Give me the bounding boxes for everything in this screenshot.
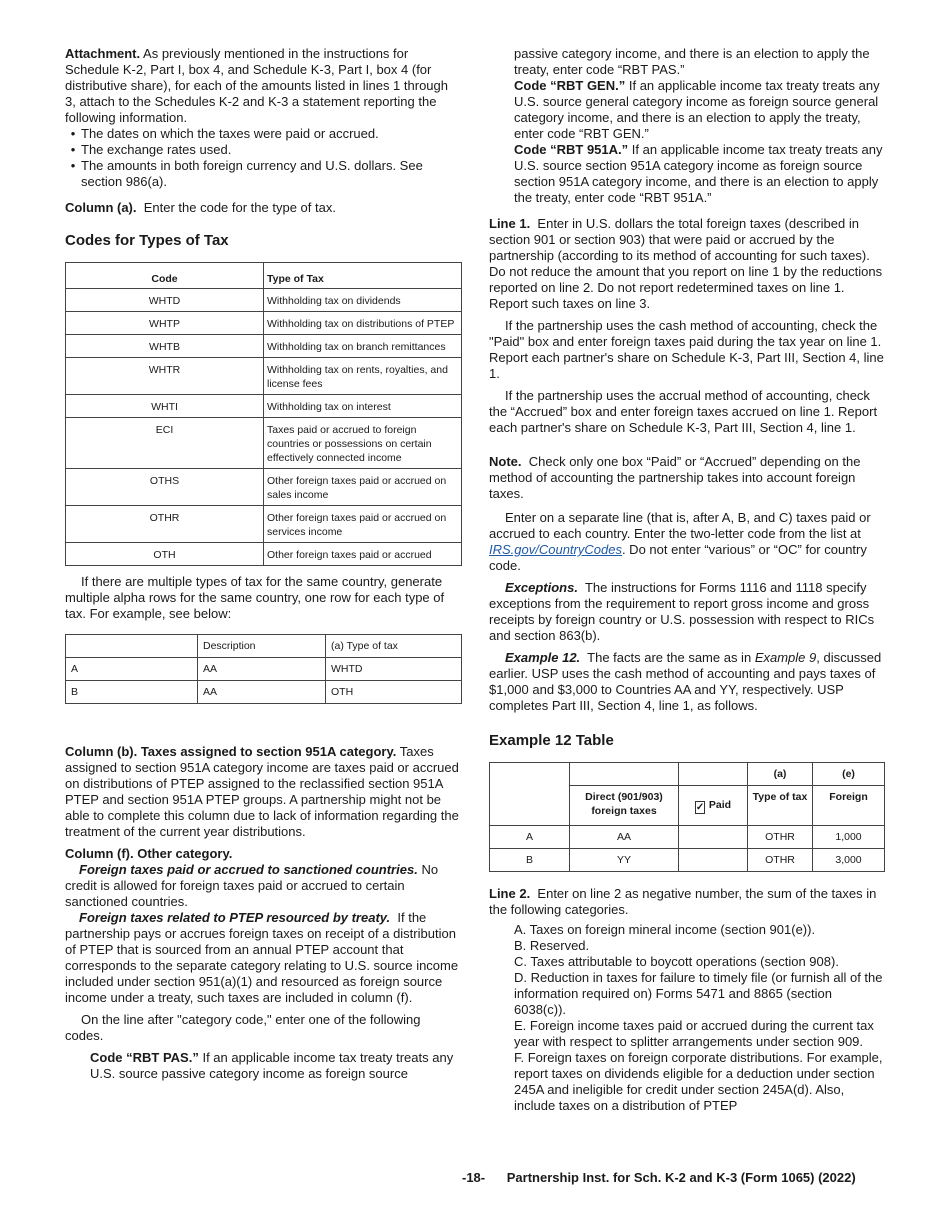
table-row <box>66 312 462 335</box>
type-cell: Withholding tax on branch remittances <box>264 335 462 358</box>
example-12-paragraph <box>489 650 886 714</box>
example-table-heading: Example 12 Table <box>489 732 614 749</box>
column-b-body: Taxes assigned to section 951A category income are taxes paid or accrued on distributions of PTEP assigned to the reclassified section 951A PTEP and section 951A PTEP groups. A partnership might not be able to complete this column due to lack of information regarding the treatment of the current year distributions. <box>65 744 459 839</box>
top-header-cell <box>490 763 570 786</box>
codes-heading: Codes for Types of Tax <box>65 232 229 249</box>
sanctioned-paragraph <box>65 862 462 910</box>
table-row <box>66 289 462 312</box>
separate-line-paragraph <box>489 510 886 574</box>
code-cell: WHTP <box>66 312 264 335</box>
cash-method-paragraph: If the partnership uses the cash method of accounting, check the "Paid" box and enter foreign taxes paid during the tax year on line 1. Report each partner's share on Schedule K-3, Part III, Section 4, line 1. <box>489 318 884 381</box>
bullet-item: • The exchange rates used. <box>65 142 462 158</box>
example-12-body-a: The facts are the same as in <box>587 650 752 665</box>
line-2-body: Enter on line 2 as negative number, the sum of the taxes in the following categories. <box>489 886 877 917</box>
rbt-951a-heading: Code “RBT 951A.” <box>514 142 629 157</box>
list-item: A. Taxes on foreign mineral income (section 901(e)). <box>514 922 816 937</box>
description-cell: AA <box>198 658 326 681</box>
rbt-gen-heading: Code “RBT GEN.” <box>514 78 626 93</box>
table-row <box>490 849 885 872</box>
accrual-method-paragraph: If the partnership uses the accrual method of accounting, check the “Accrued” box and enter foreign taxes accrued on line 1. Report each partner's share on Schedule K-3, Part III, Section 4, line 1. <box>489 388 878 435</box>
ptep-body: If the partnership pays or accrues foreign taxes on receipt of a distribution of PTEP that is sourced from an annual PTEP account that corresponds to the separate category relating to U.S. source income included under section 951(a)(1) and resourced as foreign source income under a treaty, such taxes are included in column (f). <box>65 910 459 1005</box>
category-line-paragraph: On the line after "category code," enter one of the following codes. <box>65 1012 421 1043</box>
note-heading: Note. <box>489 454 522 469</box>
table-header-row <box>66 635 462 658</box>
table-row <box>66 358 462 395</box>
rbt-pas-heading: Code “RBT PAS.” <box>90 1050 199 1065</box>
sanctioned-body: No credit is allowed for foreign taxes paid or accrued to certain sanctioned countries. <box>65 862 439 909</box>
codes-table <box>65 262 462 566</box>
separate-line-text-b: . Do not enter “various” or “OC” for country code. <box>489 542 867 573</box>
table-row <box>66 506 462 543</box>
header-description: Description <box>198 635 326 658</box>
table-header-row <box>66 263 462 289</box>
table-row <box>66 469 462 506</box>
top-header-cell: (a) <box>748 763 813 786</box>
top-header-cell: (e) <box>813 763 885 786</box>
line-1-paragraph <box>489 216 886 312</box>
code-cell: WHTR <box>66 358 264 395</box>
table-row <box>66 658 462 681</box>
page-number: -18- <box>462 1170 486 1185</box>
header-type-of-tax: Type of tax <box>748 786 813 826</box>
list-item: C. Taxes attributable to boycott operations (section 908). <box>514 954 839 969</box>
line-1-body: Enter in U.S. dollars the total foreign taxes (described in section 901 or section 903) that were paid or accrued by the partnership (according to its method of accounting for such taxes). Do not reduce the amount that you report on line 1 by the reductions reported on line 2. Do not report redetermined taxes on line 1. Report such taxes on line 3. <box>489 216 883 311</box>
rbt-pas-continuation: passive category income, and there is an election to apply the treaty, enter code “RBT PAS.” <box>514 46 870 77</box>
note-paragraph <box>489 454 886 502</box>
code-cell: WHTB <box>66 335 264 358</box>
type-cell: Withholding tax on dividends <box>264 289 462 312</box>
code-cell: ECI <box>66 418 264 469</box>
paid-cell <box>679 849 748 872</box>
header-type-of-tax: Type of Tax <box>264 263 462 289</box>
separate-line-text-a: Enter on a separate line (that is, after A, B, and C) taxes paid or accrued to each country. Enter the two-letter code from the list at <box>489 510 871 541</box>
type-cell: OTH <box>326 681 462 704</box>
line-2-heading: Line 2. <box>489 886 531 901</box>
type-cell: Withholding tax on distributions of PTEP <box>264 312 462 335</box>
column-a-paragraph <box>65 200 462 216</box>
sanctioned-heading: Foreign taxes paid or accrued to sanctioned countries. <box>79 862 418 877</box>
top-header-cell <box>570 763 679 786</box>
type-cell: Other foreign taxes paid or accrued <box>264 543 462 566</box>
multiple-types-paragraph: If there are multiple types of tax for the same country, generate multiple alpha rows for the same country, one row for each type of tax. For example, see below: <box>65 574 445 621</box>
type-cell: Taxes paid or accrued to foreign countries or possessions on certain effectively connected income <box>264 418 462 469</box>
column-f-heading <box>65 846 462 862</box>
code-cell: OTHS <box>66 469 264 506</box>
column-b-heading: Column (b). Taxes assigned to section 951A category. <box>65 744 397 759</box>
table-header-row <box>490 786 885 826</box>
code-cell: WHTD <box>66 289 264 312</box>
column-b-paragraph <box>65 744 462 840</box>
header-type-of-tax: (a) Type of tax <box>326 635 462 658</box>
country-cell: YY <box>570 849 679 872</box>
example-12-heading: Example 12. <box>505 650 581 665</box>
code-cell: WHTI <box>66 395 264 418</box>
country-cell: AA <box>570 826 679 849</box>
table-row <box>66 335 462 358</box>
row-label: B <box>66 681 198 704</box>
foreign-amount-cell: 1,000 <box>813 826 885 849</box>
ptep-heading: Foreign taxes related to PTEP resourced by treaty. <box>79 910 391 925</box>
rbt-951a-paragraph <box>514 142 886 206</box>
table-row <box>66 681 462 704</box>
type-cell: Other foreign taxes paid or accrued on services income <box>264 506 462 543</box>
example-9-reference: Example 9 <box>754 650 817 665</box>
list-item: B. Reserved. <box>514 938 590 953</box>
attachment-body: As previously mentioned in the instructions for Schedule K-2, Part I, box 4, and Schedule K-3, Part I, box 4 (for distributive share), for each of the amounts listed in lines 1 through 3, attach to the Schedules K-2 and K-3 a statement reporting the following information. <box>65 46 448 125</box>
row-label: A <box>66 658 198 681</box>
example-12-table <box>489 762 885 872</box>
rbt-codes-block <box>489 46 886 206</box>
bullet-item: • The dates on which the taxes were paid or accrued. <box>65 126 462 142</box>
line-2-list <box>489 922 886 1114</box>
table-header-row <box>490 763 885 786</box>
header-code: Code <box>66 263 264 289</box>
column-f-heading-text: Column (f). Other category. <box>65 846 233 861</box>
row-label: A <box>490 826 570 849</box>
note-body: Check only one box “Paid” or “Accrued” depending on the method of accounting the partnership takes into account foreign taxes. <box>489 454 861 501</box>
type-cell: Withholding tax on interest <box>264 395 462 418</box>
rbt-951a-body: If an applicable income tax treaty treats any U.S. source section 951A category income as foreign source section 951A category income, and there is an election to apply the treaty, enter code “RBT 951A.” <box>514 142 883 205</box>
attachment-bullets <box>65 126 462 190</box>
right-column <box>489 46 886 1114</box>
list-item: F. Foreign taxes on foreign corporate distributions. For example, report taxes on dividends eligible for a deduction under section 245A and ineligible for credit under section 245A(d). Also, include taxes on a distribution of PTEP <box>514 1050 883 1113</box>
exceptions-paragraph <box>489 580 886 644</box>
header-direct-foreign-taxes: Direct (901/903) foreign taxes <box>570 786 679 826</box>
type-cell: OTHR <box>748 826 813 849</box>
type-cell: Other foreign taxes paid or accrued on sales income <box>264 469 462 506</box>
page-footer <box>462 1170 856 1186</box>
top-header-cell <box>679 763 748 786</box>
alpha-rows-table <box>65 634 462 704</box>
code-cell: OTH <box>66 543 264 566</box>
column-a-heading: Column (a). <box>65 200 137 215</box>
country-codes-link[interactable]: IRS.gov/CountryCodes <box>489 542 622 557</box>
code-cell: OTHR <box>66 506 264 543</box>
table-row <box>66 543 462 566</box>
header-blank <box>66 635 198 658</box>
foreign-amount-cell: 3,000 <box>813 849 885 872</box>
rbt-gen-paragraph <box>514 78 886 142</box>
row-label: B <box>490 849 570 872</box>
type-cell: WHTD <box>326 658 462 681</box>
rbt-gen-body: If an applicable income tax treaty treats any U.S. source general category income as foreign source general category income, and there is an election to apply the treaty, enter code “RBT GEN.” <box>514 78 880 141</box>
column-a-body: Enter the code for the type of tax. <box>143 200 336 215</box>
list-item: D. Reduction in taxes for failure to timely file (or furnish all of the information required on) Forms 5471 and 8865 (section 6038(c)). <box>514 970 883 1017</box>
table-row <box>66 418 462 469</box>
paid-label: Paid <box>708 798 732 811</box>
table-row <box>66 395 462 418</box>
attachment-heading: Attachment. <box>65 46 141 61</box>
bullet-item: • The amounts in both foreign currency and U.S. dollars. See section 986(a). <box>65 158 462 190</box>
paid-cell <box>679 826 748 849</box>
example-12-body-b: , discussed earlier. USP uses the cash method of accounting and pays taxes of $1,000 and $3,000 to Countries AA and YY, respectively. USP completes Part III, Section 4, line 1, as follows. <box>489 650 882 713</box>
paid-checkbox-icon: ✓ <box>695 801 705 813</box>
ptep-paragraph <box>65 910 462 1006</box>
header-foreign: Foreign <box>813 786 885 826</box>
exceptions-body: The instructions for Forms 1116 and 1118 specify exceptions from the requirement to report gross income and gross receipts by foreign country or U.S. possession with respect to RICs and section 863(b). <box>489 580 875 643</box>
list-item: E. Foreign income taxes paid or accrued during the current tax year with respect to splitter arrangements under section 909. <box>514 1018 874 1049</box>
left-column <box>65 46 462 1084</box>
attachment-paragraph <box>65 46 462 126</box>
rbt-pas-body: If an applicable income tax treaty treats any U.S. source passive category income as foreign source <box>90 1050 454 1081</box>
footer-title: Partnership Inst. for Sch. K-2 and K-3 (Form 1065) (2022) <box>506 1170 856 1185</box>
line-1-heading: Line 1. <box>489 216 531 231</box>
type-cell: OTHR <box>748 849 813 872</box>
rbt-pas-block <box>65 1050 462 1082</box>
description-cell: AA <box>198 681 326 704</box>
table-row <box>490 826 885 849</box>
header-paid <box>679 786 748 826</box>
type-cell: Withholding tax on rents, royalties, and license fees <box>264 358 462 395</box>
header-cell <box>490 786 570 826</box>
exceptions-heading: Exceptions. <box>505 580 578 595</box>
line-2-paragraph <box>489 886 886 918</box>
